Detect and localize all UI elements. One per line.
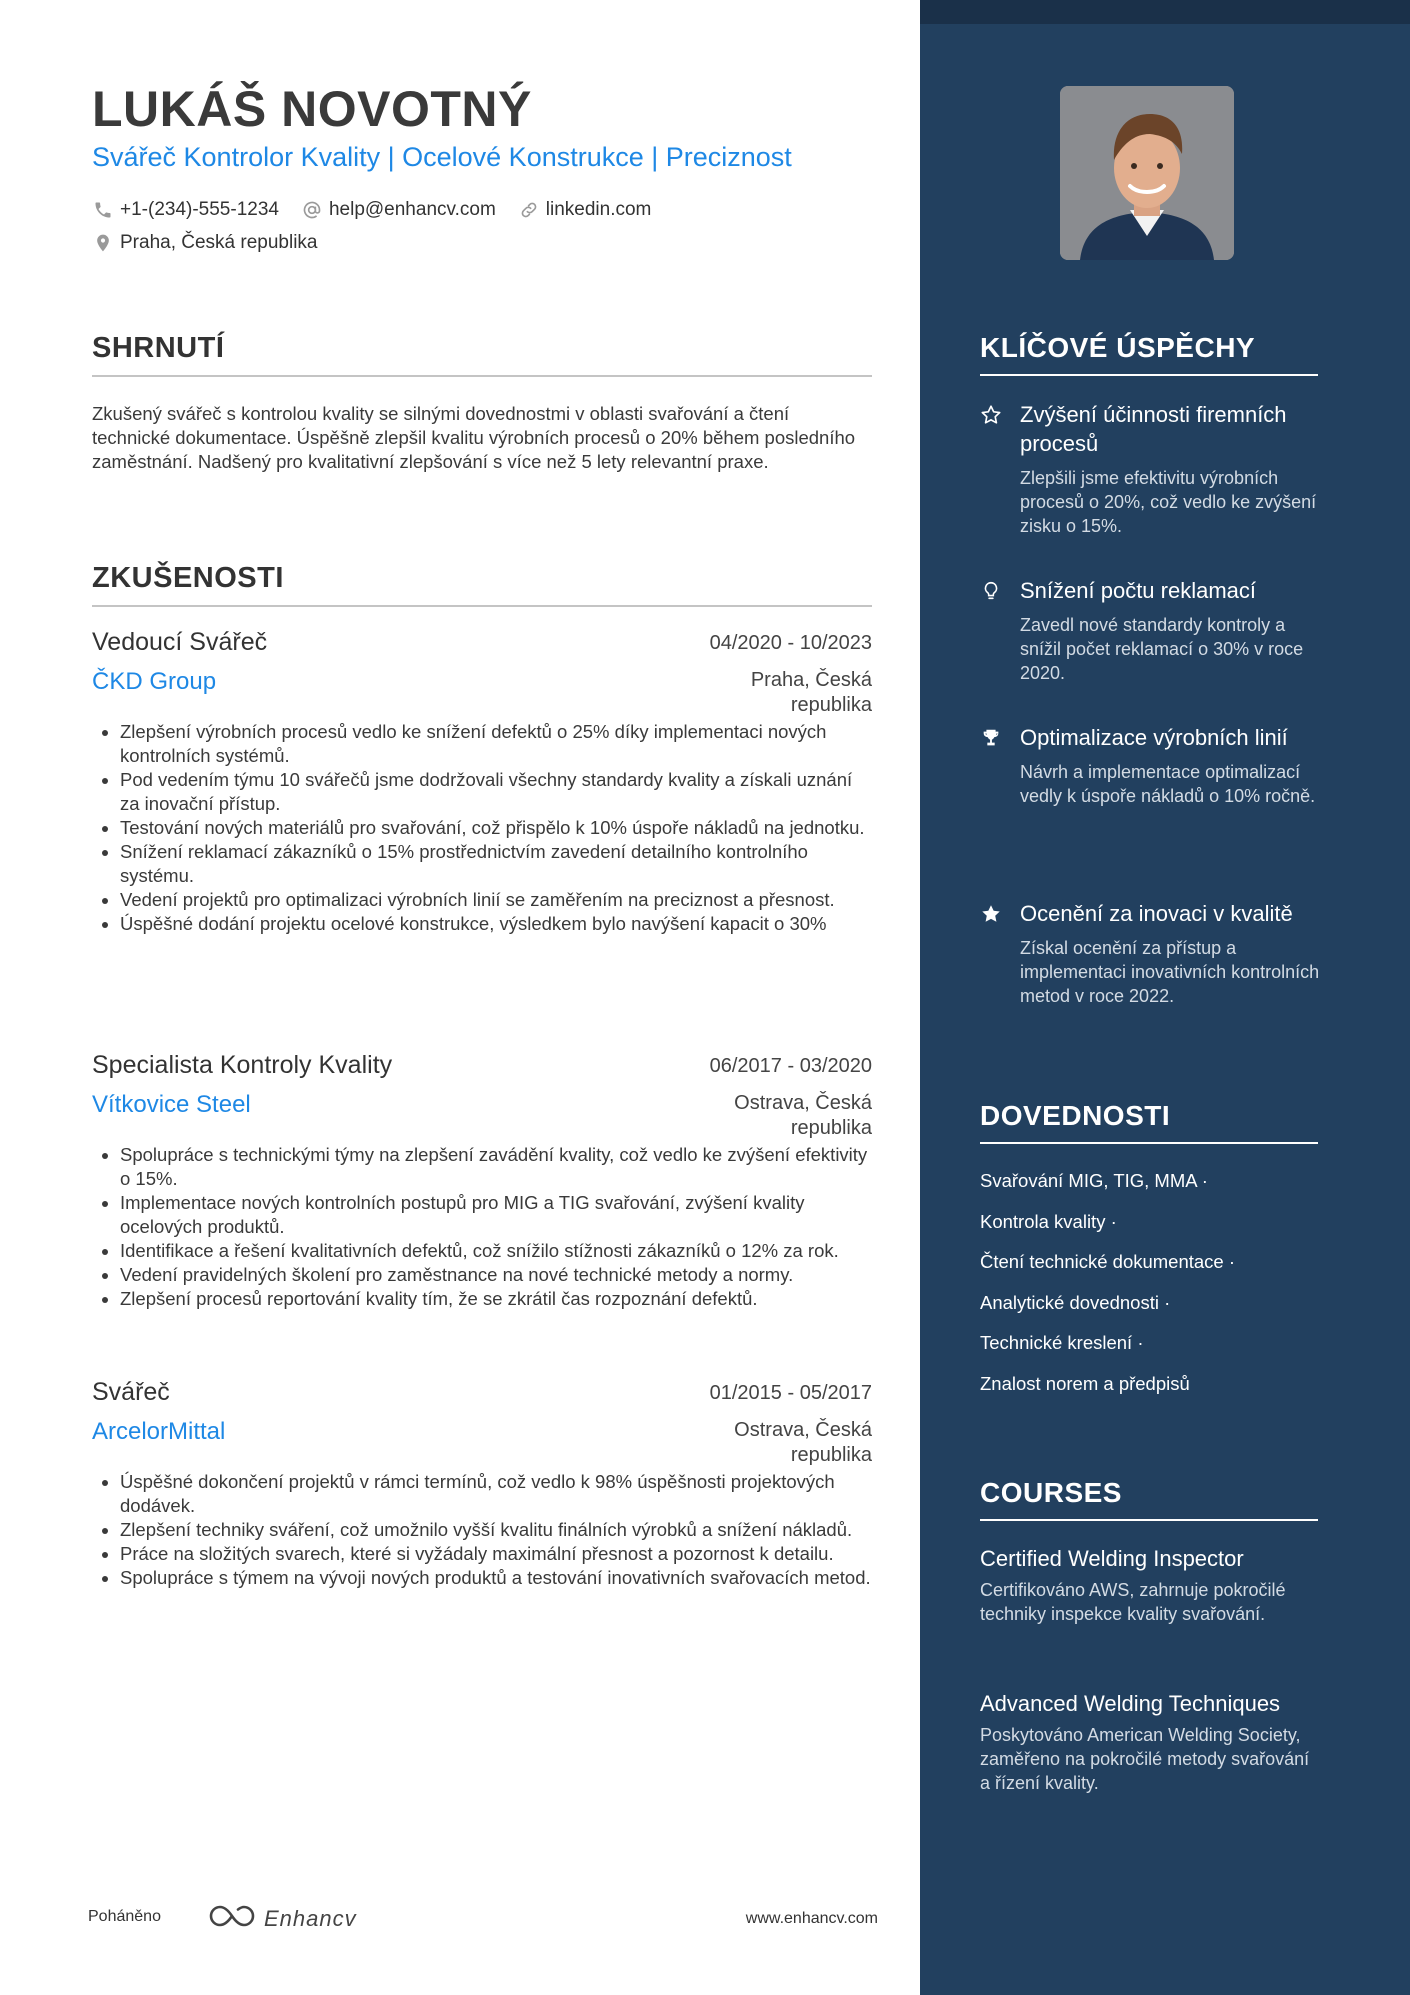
achievements-section-title: KLÍČOVÉ ÚSPĚCHY — [980, 332, 1318, 376]
course-title: Certified Welding Inspector — [980, 1546, 1244, 1571]
at-icon — [301, 199, 323, 221]
company-name: ČKD Group — [92, 668, 217, 695]
email-link[interactable]: help@enhancv.com — [328, 199, 496, 220]
location-contact — [92, 232, 318, 254]
bullet-item: • Úspěšné dodání projektu ocelové konstrukce, výsledkem bylo navýšení kapacit o 30% — [120, 912, 872, 936]
bullet-item: • Snížení reklamací zákazníků o 15% prostřednictvím zavedení detailního kontrolního systému. — [120, 840, 872, 888]
contact-info — [92, 196, 673, 262]
job-location: Ostrava, Česká republika — [734, 1092, 872, 1139]
job-bullets — [92, 720, 872, 936]
skills-section-title: DOVEDNOSTI — [980, 1100, 1318, 1144]
course-description: Certifikováno AWS, zahrnuje pokročilé techniky inspekce kvality svařování. — [980, 1580, 1286, 1624]
bullet-item: • Implementace nových kontrolních postupů pro MIG a TIG svařování, zvýšení kvality ocelových produktů. — [120, 1191, 872, 1239]
achievement-item — [980, 723, 1320, 808]
job-entry — [92, 1051, 872, 1311]
bullet-item: • Práce na složitých svarech, které si vyžádaly maximální přesnost a pozornost k detailu. — [120, 1542, 872, 1566]
job-title: Svářeč — [92, 1378, 170, 1406]
location-text: Praha, Česká republika — [120, 232, 318, 253]
achievement-title: Ocenění za inovaci v kvalitě — [1020, 901, 1293, 926]
course-item — [980, 1544, 1320, 1626]
job-dates: 01/2015 - 05/2017 — [709, 1382, 872, 1404]
achievement-description: Zavedl nové standardy kontroly a snížil počet reklamací o 30% v roce 2020. — [1020, 615, 1304, 683]
summary-section-title: SHRNUTÍ — [92, 332, 872, 377]
achievement-title: Zvýšení účinnosti firemních procesů — [1020, 402, 1287, 456]
skill-item: Analytické dovednosti · — [980, 1291, 1171, 1313]
bullet-item: • Zlepšení techniky sváření, což umožnilo vyšší kvalitu finálních výrobků a snížení nákladů. — [120, 1518, 872, 1542]
company-name: Vítkovice Steel — [92, 1091, 251, 1118]
bullet-item: • Identifikace a řešení kvalitativních defektů, což snížilo stížnosti zákazníků o 12% za rok. — [120, 1239, 872, 1263]
footer — [0, 1900, 920, 1940]
courses-section-title: COURSES — [980, 1477, 1318, 1521]
sidebar — [920, 0, 1410, 1995]
job-dates: 06/2017 - 03/2020 — [709, 1055, 872, 1077]
linkedin-contact[interactable] — [518, 199, 652, 221]
job-location: Ostrava, Česká republika — [734, 1419, 872, 1466]
job-title: Vedoucí Svářeč — [92, 628, 268, 656]
achievement-description: Návrh a implementace optimalizací vedly k úspoře nákladů o 10% ročně. — [1020, 762, 1316, 806]
achievement-description: Získal ocenění za přístup a implementaci inovativních kontrolních metod v roce 2022. — [1020, 938, 1320, 1006]
achievement-item — [980, 576, 1320, 685]
summary-text: Zkušený svářeč s kontrolou kvality se silnými dovednostmi v oblasti svařování a čtení technické dokumentace. Úspěšně zlepšil kvalitu výrobních procesů o 20% během posledního zaměstnání. Nadšený pro kvalitativní zlepšování s více než 5 lety relevantní praxe. — [92, 403, 856, 472]
bullet-item: • Testování nových materiálů pro svařování, což přispělo k 10% úspoře nákladů na jednotku. — [120, 816, 872, 840]
star-outline-icon — [980, 404, 1004, 428]
powered-by-label: Poháněno — [88, 1908, 161, 1925]
job-dates: 04/2020 - 10/2023 — [709, 632, 872, 654]
bullet-item: • Pod vedením týmu 10 svářečů jsme dodržovali všechny standardy kvality a získali uznání za inovační přístup. — [120, 768, 872, 816]
bullet-item: • Spolupráce s technickými týmy na zlepšení zavádění kvality, což vedlo ke zvýšení efektivity o 15%. — [120, 1143, 872, 1191]
skill-item: Technické kreslení · — [980, 1332, 1144, 1353]
bullet-item: • Vedení pravidelných školení pro zaměstnance na nové technické metody a normy. — [120, 1263, 872, 1287]
skill-item: Kontrola kvality · — [980, 1210, 1117, 1232]
enhancv-logo[interactable] — [208, 1902, 357, 1935]
skill-item: Znalost norem a předpisů — [980, 1372, 1190, 1394]
website-link[interactable]: www.enhancv.com — [745, 1910, 878, 1927]
profile-photo — [1060, 86, 1234, 260]
bullet-item: • Úspěšné dokončení projektů v rámci termínů, což vedlo k 98% úspěšnosti projektových dodávek. — [120, 1470, 872, 1518]
email-contact[interactable] — [301, 199, 496, 221]
phone-contact — [92, 199, 279, 221]
linkedin-link[interactable]: linkedin.com — [545, 199, 652, 220]
bullet-item: • Zlepšení výrobních procesů vedlo ke snížení defektů o 25% díky implementaci nových kontrolních systémů. — [120, 720, 872, 768]
experience-section-title: ZKUŠENOSTI — [92, 562, 872, 607]
candidate-name: LUKÁŠ NOVOTNÝ — [92, 81, 532, 137]
job-entry — [92, 1378, 872, 1590]
location-pin-icon — [92, 232, 114, 254]
achievement-item — [980, 400, 1320, 538]
achievement-title: Snížení počtu reklamací — [1020, 578, 1257, 603]
skill-item: Čtení technické dokumentace · — [980, 1251, 1236, 1272]
link-icon — [518, 199, 540, 221]
sidebar-top-bar — [920, 0, 1410, 24]
bullet-item: • Vedení projektů pro optimalizaci výrobních linií se zaměřením na preciznost a přesnost. — [120, 888, 872, 912]
phone-icon — [92, 199, 114, 221]
company-name: ArcelorMittal — [92, 1418, 226, 1445]
skill-item: Svařování MIG, TIG, MMA · — [980, 1170, 1208, 1191]
trophy-icon — [980, 727, 1004, 751]
portrait-illustration — [1060, 86, 1234, 260]
star-filled-icon — [980, 903, 1004, 927]
bullet-item: • Spolupráce s týmem na vývoji nových produktů a testování inovativních svařovacích metod. — [120, 1566, 872, 1590]
brand-name: Enhancv — [264, 1905, 357, 1931]
course-description: Poskytováno American Welding Society, zaměřeno na pokročilé metody svařování a řízení kvality. — [980, 1725, 1310, 1793]
job-entry — [92, 628, 872, 936]
job-bullets — [92, 1143, 872, 1311]
job-title: Specialista Kontroly Kvality — [92, 1051, 393, 1079]
bullet-item: • Zlepšení procesů reportování kvality tím, že se zkrátil čas rozpoznání defektů. — [120, 1287, 872, 1311]
job-bullets — [92, 1470, 872, 1590]
achievement-item — [980, 899, 1320, 1008]
course-title: Advanced Welding Techniques — [980, 1691, 1281, 1716]
tagline: Svářeč Kontrolor Kvality | Ocelové Konstrukce | Preciznost — [92, 142, 792, 172]
phone-text: +1-(234)-555-1234 — [120, 199, 279, 220]
lightbulb-icon — [980, 580, 1004, 604]
achievement-description: Zlepšili jsme efektivitu výrobních procesů o 20%, což vedlo ke zvýšení zisku o 15%. — [1020, 468, 1317, 536]
infinity-logo-icon — [208, 1902, 256, 1935]
skills-list — [980, 1168, 1320, 1411]
course-item — [980, 1689, 1320, 1795]
job-location: Praha, Česká republika — [750, 669, 872, 716]
achievement-title: Optimalizace výrobních linií — [1020, 725, 1288, 750]
